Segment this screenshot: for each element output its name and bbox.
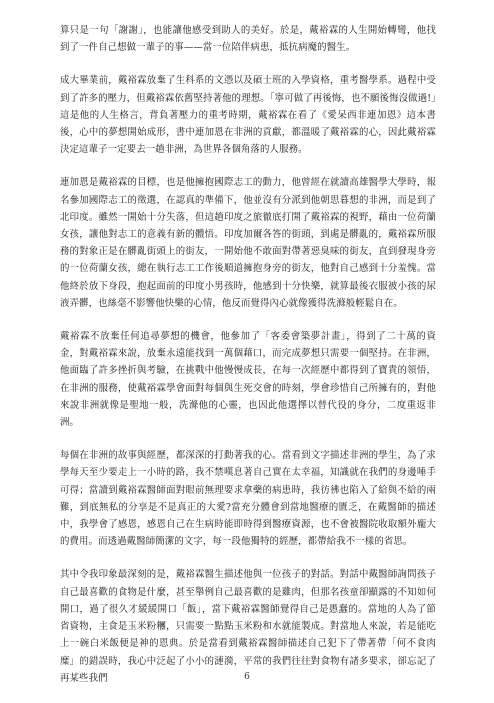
paragraph-2: 成大畢業前，戴裕霖放棄了生科系的文憑以及碩士班的入學資格，重考醫學系。過程中受到了許多的壓力，但戴裕霖依舊堅持著他的理想。「寧可做了再後悔，也不願後悔沒做過!」這是他的人生格言，背負著壓力的重考時期，戴裕霖在看了《愛呆西非連加恩》這本書後，心中的夢想開始成形，書中連加恩在非洲的貢獻，都溫暖了戴裕霖的心，因此戴裕霖決定這輩子一定要去一趟非洲，為世界各個角落的人服務。 [60,75,436,156]
paragraph-1: 算只是一句「謝謝」，也能讓他感受到助人的美好。於是，戴裕霖的人生開始轉彎，他找到了一件自己想做一輩子的事——當一位陪伴病患，抵抗病魔的醫生。 [60,25,436,54]
paragraph-4: 戴裕霖不放棄任何追尋夢想的機會，他參加了「客委會築夢計畫」，得到了二十萬的資金，對戴裕霖來說，放棄永遠能找到一萬個藉口，而完成夢想只需要一個堅持。在非洲，他面臨了許多挫折與考驗，在挑戰中他慢慢成長，在每一次經歷中都得到了寶貴的領悟，在非洲的服務，使戴裕霖學會面對每個與生死交會的時刻，學會珍惜自己所擁有的，對他來說非洲就像是聖地一般，洗滌他的心靈，也因此他選擇以替代役的身分，二度重返非洲。 [60,331,436,429]
paragraph-6: 其中令我印象最深刻的是，戴裕霖醫生描述他與一位孩子的對話。對話中戴醫師詢問孩子自己最喜歡的食物是什麼，甚至舉例自己最喜歡的是雞肉，但那名孩童卻顯露的不知如何開口，過了很久才緩緩開口「飯」，當下戴裕霖醫師覺得自己是愚蠢的。當地的人為了節省資物，主食是玉米粉糰，只需要一點點玉米粉和水就能製成。對當地人來說，若是能吃上一碗白米飯便是神的恩典。於是當看到戴裕霖醫師描述自己犯下了帶著帶「何不食肉糜」的錯誤時，我心中泛起了小小的漣漪，平常的我們往往對食物有諸多要求，卻忘記了再某些我們 [60,569,436,684]
page-number: 6 [244,672,250,682]
document-page [60,22,436,703]
paragraph-5: 每個在非洲的故事與經歷，都深深的打動著我的心。當看到文字描述非洲的學生，為了求學每天至少要走上一小時的路，我不禁嘆息著自己實在太幸福，知識就在我們的身邊唾手可得；當讀到戴裕霖醫師面對眼前無理要求拿藥的病患時，我彷彿也陷入了給與不給的兩難，到底無私的分享是不是真正的大愛?當充分體會到當地醫療的匱乏，在戴醫師的描述中，我學會了感恩，感恩自己在生病時能即時得到醫療資源，也不會被醫院收取額外龐大的費用。而透過戴醫師簡潔的文字，每一段他獨特的經歷，都帶給我不一樣的省思。 [60,450,436,548]
paragraph-3: 連加恩是戴裕霖的目標，也是他擁抱國際志工的動力，他曾經在就讀高雄醫學大學時，報名參加國際志工的徵選，在認真的準備下，他並沒有分派到他朝思暮想的非洲，而是到了北印度。雖然一開始十分失落，但這趟印度之旅徹底打開了戴裕霖的視野，藉由一位荷蘭女孩，讓他對志工的意義有新的體悟。印度加爾各答的街頭，到處是髒亂的，戴裕霖所服務的對象正是在髒亂街頭上的街友，一開始他不敢面對帶著惡臭味的街友，直到發現身旁的一位荷蘭女孩，總在執行志工工作後順道擁抱身旁的街友，他對自己感到十分羞愧。當他終於放下身段，抱起面前的印度小男孩時，他感到十分快樂，就算最後衣服被小孩的尿液弄髒，也絲毫不影響他快樂的心情，他反而覺得內心就像獲得洗滌般輕鬆自在。 [60,177,436,309]
